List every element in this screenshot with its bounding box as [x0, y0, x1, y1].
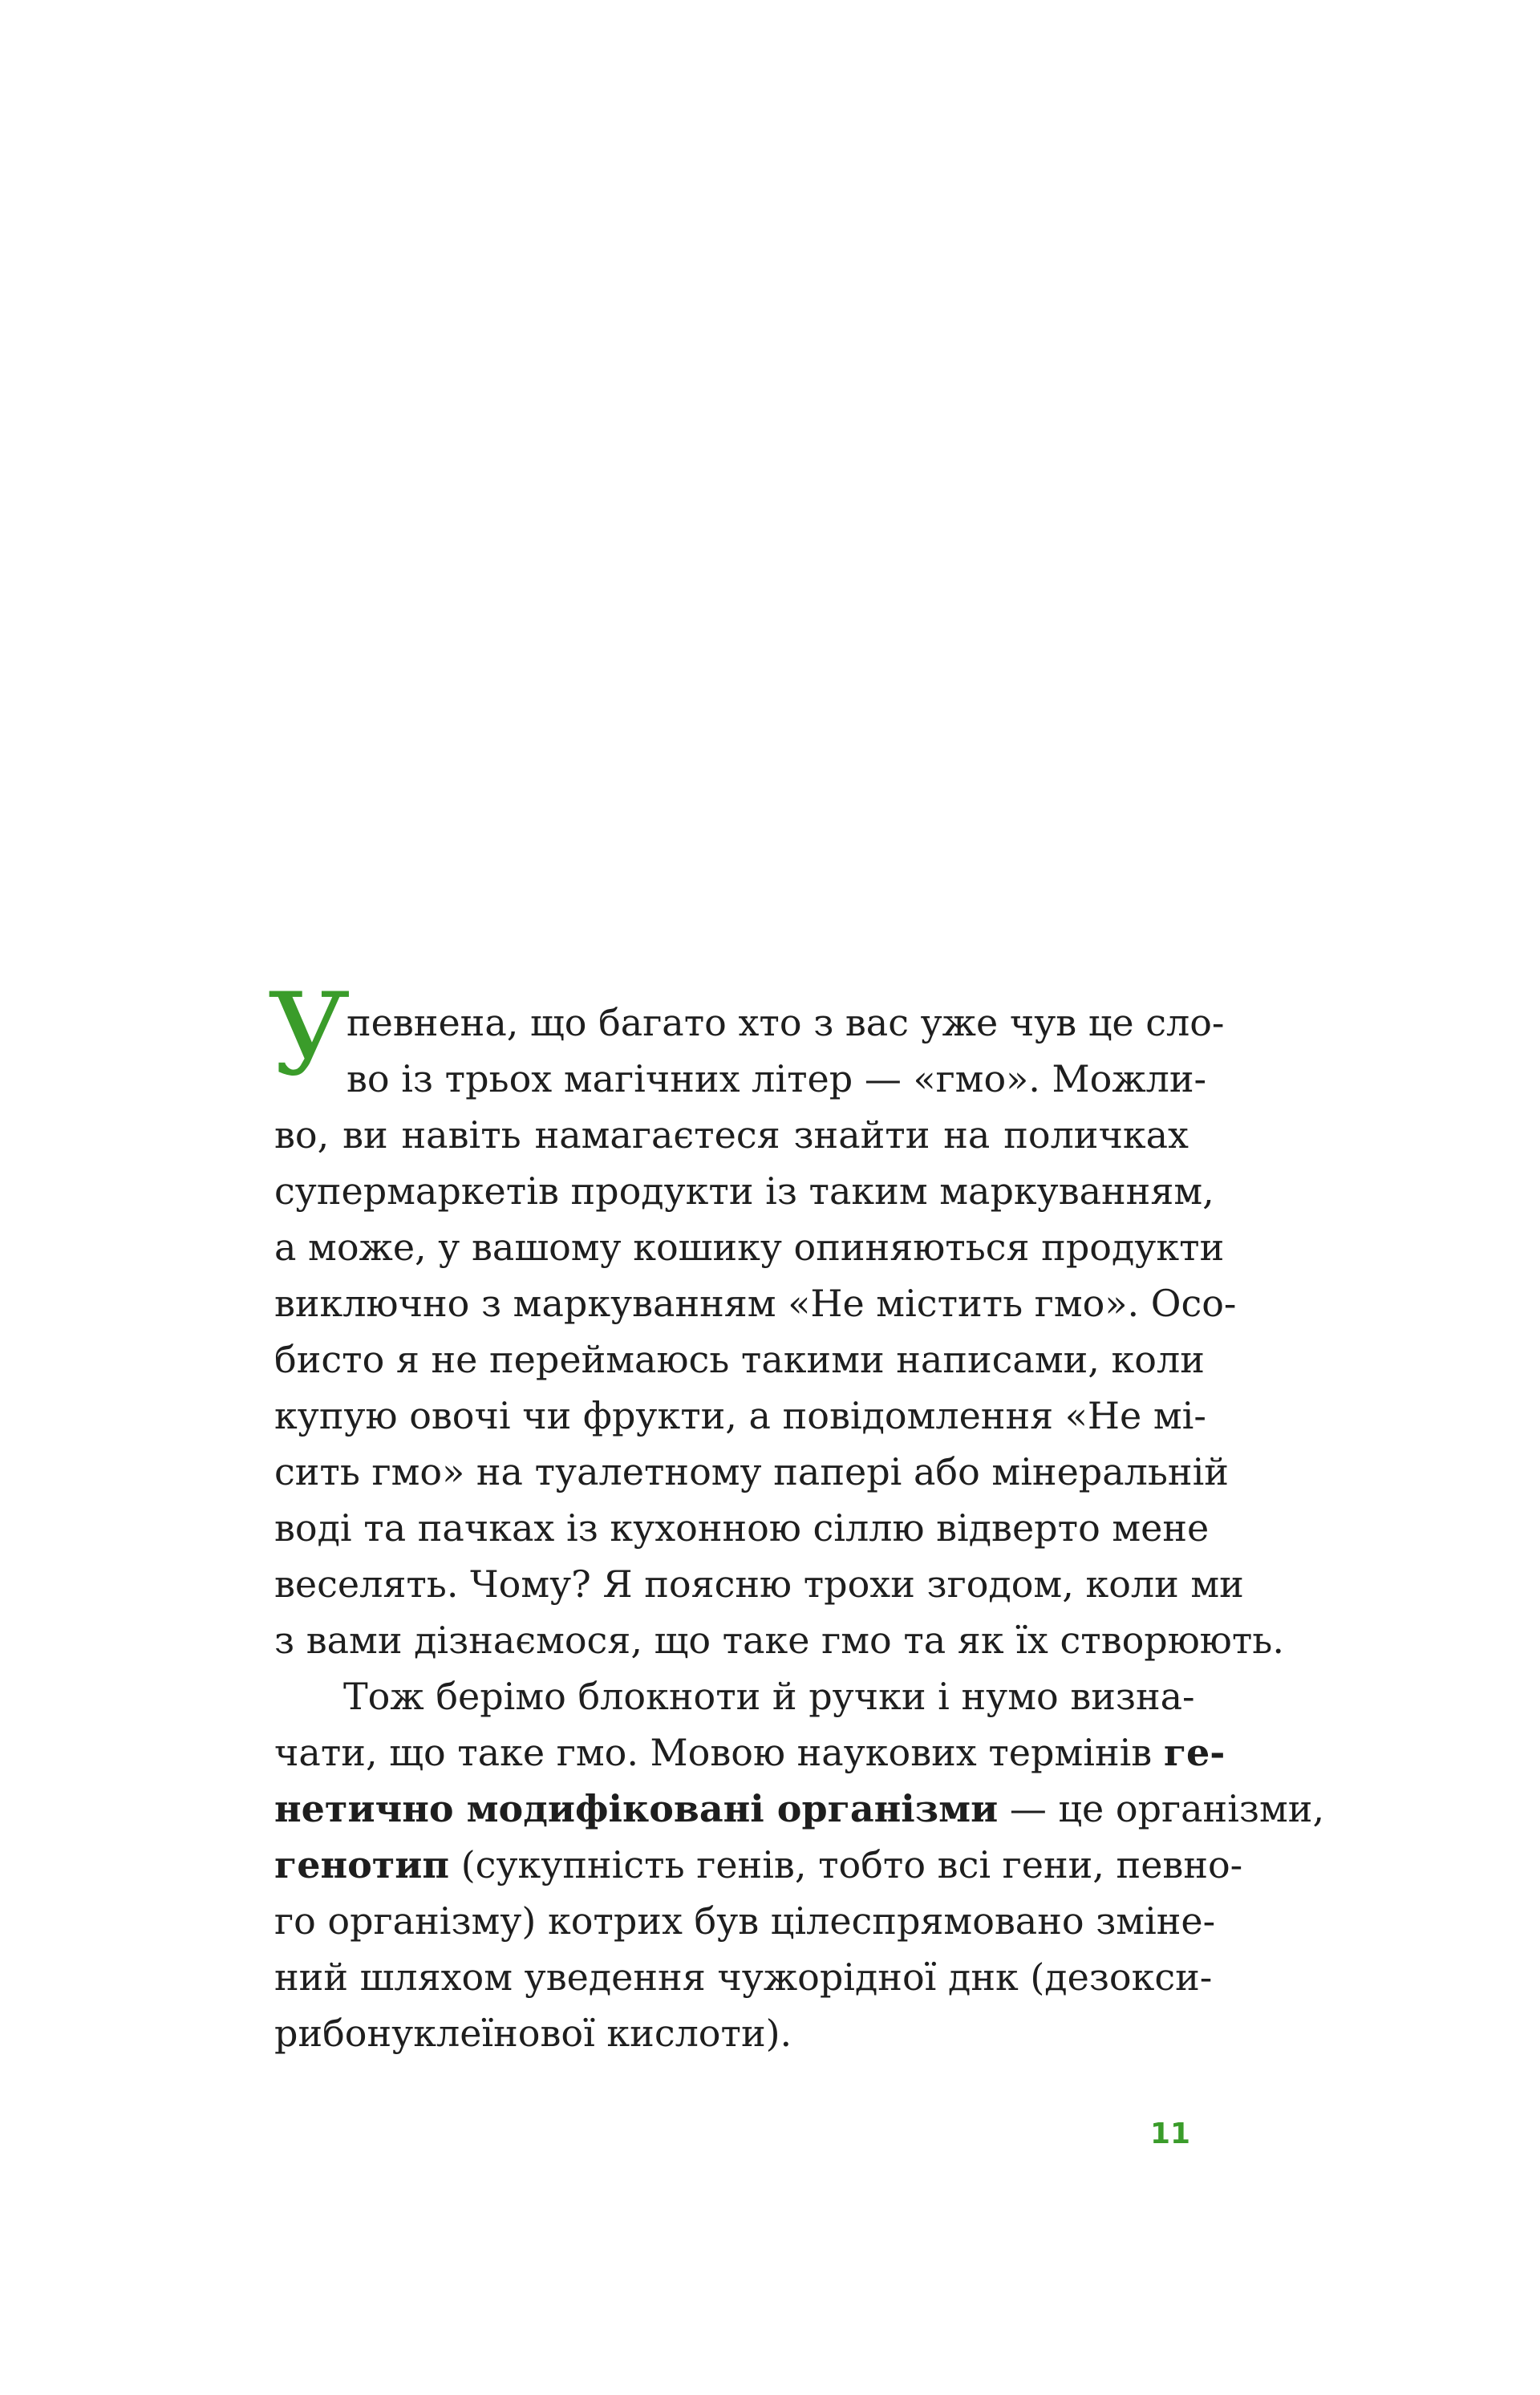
paragraph1-line: супермаркетів продукти із таким маркуванням, — [274, 1169, 1214, 1213]
page-number: 11 — [1150, 2117, 1191, 2150]
paragraph2-line: ний шляхом уведення чужорідної днк (дезокси- — [274, 1955, 1213, 1999]
paragraph1-line: купую овочі чи фрукти, а повідомлення «Не мі- — [274, 1394, 1206, 1437]
drop-cap-letter: У — [268, 969, 351, 1101]
paragraph2-text: (сукупність генів, тобто всі гени, певно- — [449, 1843, 1243, 1886]
paragraph1-line: сить гмо» на туалетному папері або мінеральній — [274, 1450, 1229, 1493]
term-bold: нетично модифіковані організми — [274, 1787, 999, 1830]
term-bold: ге- — [1163, 1731, 1226, 1774]
paragraph2-line — [274, 1724, 1226, 1781]
paragraph1-line: з вами дізнаємося, що таке гмо та як їх створюють. — [274, 1619, 1284, 1662]
paragraph2-line: рибонуклеїнової кислоти). — [274, 2012, 792, 2055]
paragraph2-line — [274, 1837, 1243, 1893]
paragraph1-line: во, ви навіть намагаєтеся знайти на поличках — [274, 1113, 1189, 1157]
paragraph1-line: виключно з маркуванням «Не містить гмо». Осо- — [274, 1282, 1237, 1325]
paragraph1-line: веселять. Чому? Я поясню трохи згодом, коли ми — [274, 1562, 1244, 1606]
paragraph2-text: — це організми, — [998, 1787, 1325, 1830]
paragraph2-text: чати, що таке гмо. Мовою наукових термінів — [274, 1731, 1164, 1774]
paragraph1-line: воді та пачках із кухонною сіллю відверто мене — [274, 1506, 1210, 1550]
paragraph1-line: бисто я не переймаюсь такими написами, коли — [274, 1338, 1205, 1381]
body-text — [268, 969, 1325, 2061]
paragraph1-line: певнена, що багато хто з вас уже чув це сло- — [346, 1001, 1225, 1044]
paragraph2-line — [274, 1781, 1325, 1837]
paragraph1-line: а може, у вашому кошику опиняються продукти — [274, 1226, 1225, 1269]
term-bold: генотип — [274, 1843, 450, 1886]
paragraph2-line: Тож берімо блокноти й ручки і нумо визна- — [343, 1675, 1195, 1718]
paragraph1-line: во із трьох магічних літер — «гмо». Можли- — [346, 1057, 1207, 1100]
paragraph2-line: го організму) котрих був цілеспрямовано зміне- — [274, 1899, 1216, 1943]
